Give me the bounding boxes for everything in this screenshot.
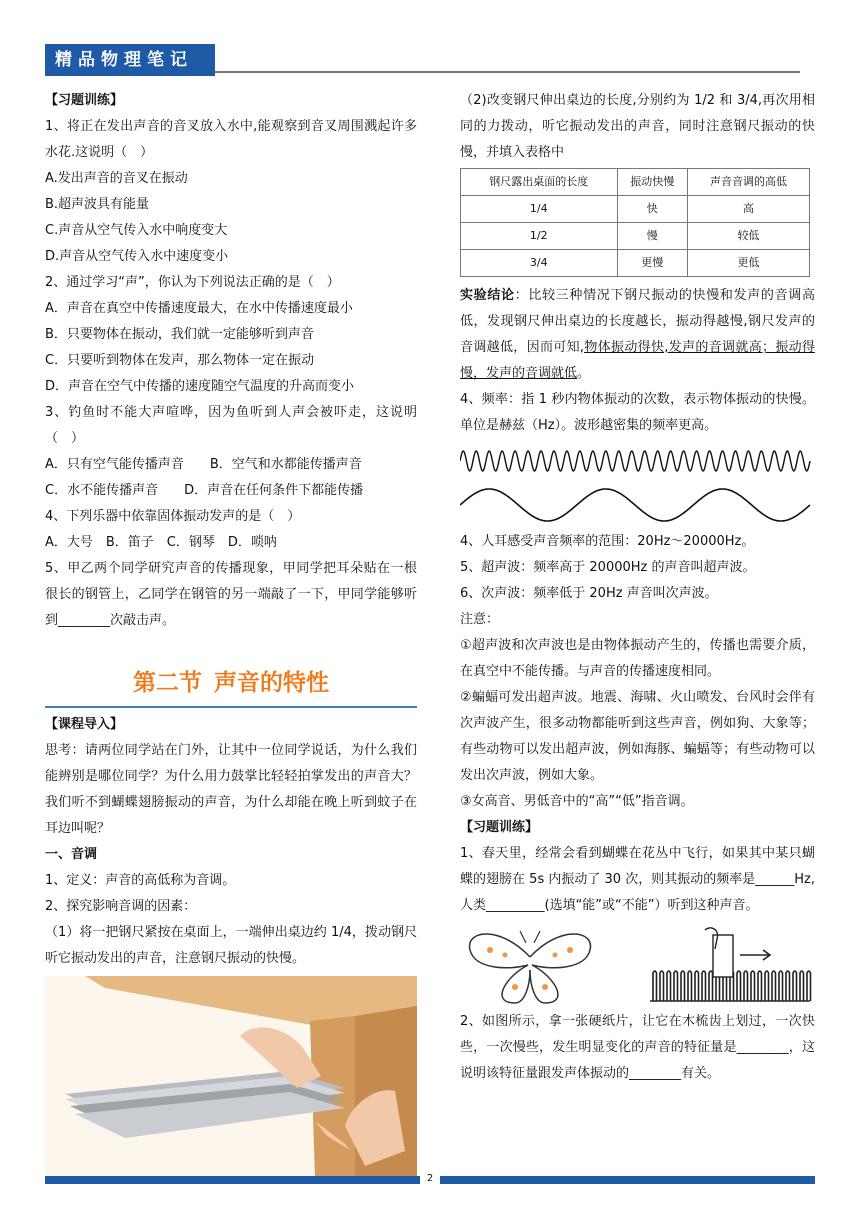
low-frequency-wave (460, 489, 810, 521)
question-4: 4、下列乐器中依靠固体振动发声的是（ ） (45, 509, 301, 524)
right-column (460, 88, 815, 1087)
table-cell: 1/2 (461, 223, 618, 250)
conclusion-end: 。 (577, 366, 591, 381)
pitch-heading: 一、音调 (45, 847, 98, 862)
q4-options: A．大号 B．笛子 C．钢琴 D．唢呐 (45, 535, 277, 550)
high-frequency-wave (460, 451, 810, 471)
table-row (461, 196, 810, 223)
section-number: 第二节 (133, 670, 202, 696)
conclusion-text: ：比较三种情况下钢尺振动的快慢和发声的音调高低，发现钢尺伸出桌边的长度越长，振动得越慢,钢尺发声的音调越低，因而可知, (460, 288, 815, 355)
page-number: 2 (420, 1171, 440, 1187)
intro-text: 思考：请两位同学站在门外，让其中一位同学说话，为什么我们能辨别是哪位同学？为什么用力鼓掌比轻轻拍掌发出的声音大？我们听不到蝴蝶翅膀振动的声音，为什么却能在晚上听到蚊子在耳边叫呢？ (45, 743, 417, 836)
conclusion-label: 实验结论 (460, 288, 515, 303)
table-cell: 1/4 (461, 196, 618, 223)
section-title (45, 654, 417, 712)
q1-option: B.超声波具有能量 (45, 197, 150, 212)
q1-option: C.声音从空气传入水中响度变大 (45, 223, 228, 238)
table-cell: 较低 (687, 223, 809, 250)
ruler-on-desk-illustration (45, 976, 417, 1179)
table-header: 振动快慢 (617, 169, 687, 196)
table-cell: 更慢 (617, 250, 687, 277)
intro-heading: 【课程导入】 (45, 717, 124, 732)
table-header: 声音音调的高低 (687, 169, 809, 196)
q1-option: A.发出声音的音叉在振动 (45, 171, 188, 186)
note-3: ③女高音、男低音中的“高”“低”指音调。 (460, 794, 694, 809)
q1-option: D.声音从空气传入水中速度变小 (45, 249, 229, 264)
pitch-definition: 1、定义：声音的高低称为音调。 (45, 873, 236, 888)
conclusion (460, 283, 815, 387)
ruler-table (460, 168, 810, 277)
exercise-1: 1、春天里，经常会看到蝴蝶在花丛中飞行，如果其中某只蝴蝶的翅膀在 5s 内振动了 30 次，则其振动的频率是______Hz,人类_________(选填“能”或“不能”）听到这种声音。 (460, 846, 815, 913)
note-heading: 注意： (460, 612, 500, 627)
butterfly-icon (460, 925, 600, 1007)
section-underline (45, 706, 417, 708)
section-name: 声音的特性 (214, 670, 329, 696)
q2-option: A．声音在真空中传播速度最大，在水中传播速度最小 (45, 301, 353, 316)
q3-option: C．水不能传播声音 D．声音在任何条件下都能传播 (45, 483, 364, 498)
conclusion-underlined: 物体振动得快,发声的音调就高；振动得慢，发声的音调就低 (460, 340, 815, 381)
question-1: 1、将正在发出声音的音叉放入水中,能观察到音叉周围溅起许多水花.这说明（ ） (45, 119, 417, 160)
comb-and-card-icon (645, 925, 815, 1007)
table-header: 钢尺露出桌面的长度 (461, 169, 618, 196)
infrasound-definition: 6、次声波：频率低于 20Hz 声音叫次声波。 (460, 586, 718, 601)
q3-option: A．只有空气能传播声音 B．空气和水都能传播声音 (45, 457, 362, 472)
header-rule (215, 71, 800, 73)
table-cell: 慢 (617, 223, 687, 250)
table-cell: 3/4 (461, 250, 618, 277)
exercise-heading-2: 【习题训练】 (460, 820, 539, 835)
q2-option: D．声音在空气中传播的速度随空气温度的升高而变小 (45, 379, 355, 394)
question-2: 2、通过学习“声”，你认为下列说法正确的是（ ） (45, 275, 340, 290)
ultrasound-definition: 5、超声波：频率高于 20000Hz 的声音叫超声波。 (460, 560, 756, 575)
exercise-heading: 【习题训练】 (45, 93, 124, 108)
table-cell: 快 (617, 196, 687, 223)
pitch-step-2: （2)改变钢尺伸出桌边的长度,分别约为 1/2 和 3/4,再次用相同的力拨动，听它振动发出的声音，同时注意钢尺振动的快慢，并填入表格中 (460, 93, 815, 160)
note-2: ②蝙蝠可发出超声波。地震、海啸、火山喷发、台风时会伴有次声波产生，很多动物都能听到这些声音，例如狗、大象等；有些动物可以发出超声波，例如海豚、蝙蝠等；有些动物可以发出次声波，例如大象。 (460, 690, 815, 783)
q2-option: B．只要物体在振动，我们就一定能够听到声音 (45, 327, 314, 342)
exercise-2: 2、如图所示，拿一张硬纸片，让它在木梳齿上划过，一次快些，一次慢些，发生明显变化的声音的特征量是________，这说明该特征量跟发声体振动的________有关。 (460, 1014, 815, 1081)
question-5: 5、甲乙两个同学研究声音的传播现象，甲同学把耳朵贴在一根很长的钢管上，乙同学在钢管的另一端敲了一下，甲同学能够听到________次敲击声。 (45, 561, 417, 628)
pitch-factors: 2、探究影响音调的因素： (45, 899, 197, 914)
header-title: 精品物理笔记 (45, 44, 215, 76)
exercise-figures (460, 925, 815, 1007)
table-row (461, 250, 810, 277)
hearing-range: 4、人耳感受声音频率的范围：20Hz～20000Hz。 (460, 534, 755, 549)
note-1: ①超声波和次声波也是由物体振动产生的，传播也需要介质，在真空中不能传播。与声音的传播速度相同。 (460, 638, 815, 679)
table-cell: 更低 (687, 250, 809, 277)
waveform-illustration (460, 439, 815, 529)
left-column (45, 88, 417, 1179)
pitch-step-1: （1）将一把钢尺紧按在桌面上，一端伸出桌边约 1/4，拨动钢尺听它振动发出的声音，注意钢尺振动的快慢。 (45, 925, 417, 966)
q2-option: C．只要听到物体在发声，那么物体一定在振动 (45, 353, 315, 368)
table-cell: 高 (687, 196, 809, 223)
table-row (461, 223, 810, 250)
frequency-definition: 4、频率：指 1 秒内物体振动的次数，表示物体振动的快慢。单位是赫兹（Hz）。波形越密集的频率更高。 (460, 392, 815, 433)
question-3: 3、钓鱼时不能大声喧哗，因为鱼听到人声会被吓走，这说明（ ） (45, 405, 417, 446)
